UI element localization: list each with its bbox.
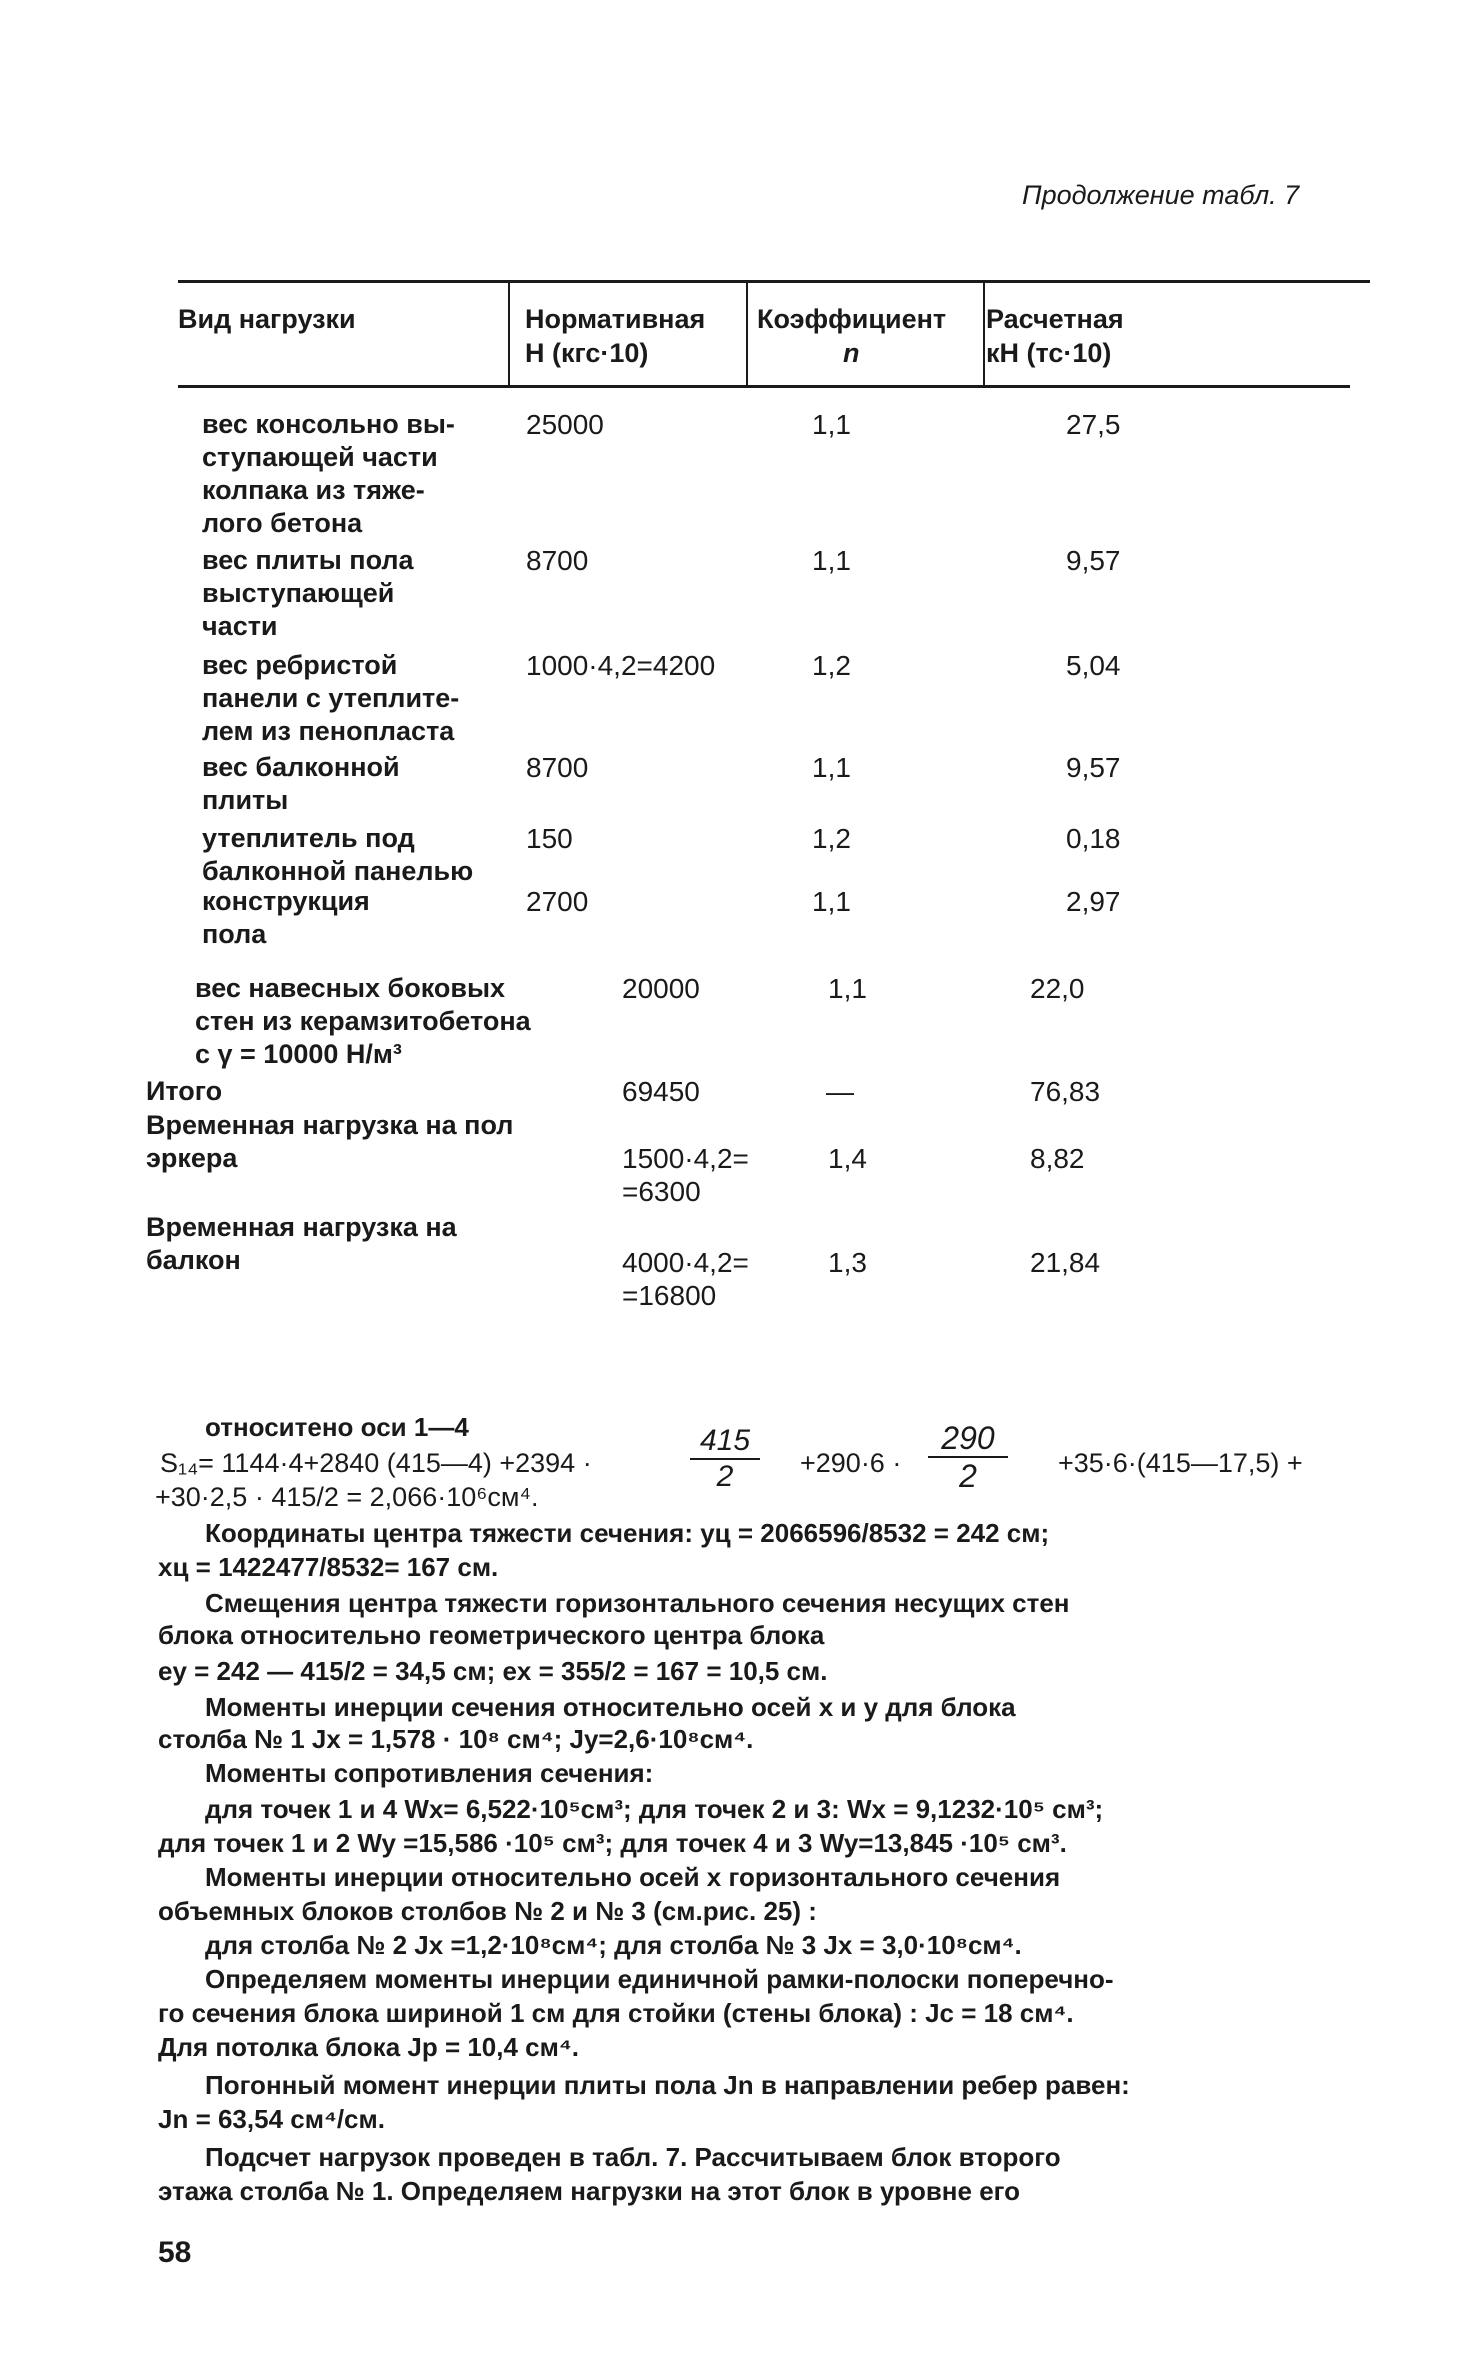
formula-term: +35·6·(415—17,5) + bbox=[1058, 1448, 1303, 1478]
body-line: Подсчет нагрузок проведен в табл. 7. Рассчитываем блок второго bbox=[205, 2142, 1061, 2172]
body-line: столба № 1 Jx = 1,578 · 10⁸ см⁴; Jy=2,6·10⁸см⁴. bbox=[158, 1724, 754, 1754]
body-line: Для потолка блока Jp = 10,4 см⁴. bbox=[158, 2032, 579, 2062]
table-cell-design: 2,97 bbox=[1066, 886, 1121, 917]
table-cell-coefficient: 1,3 bbox=[828, 1247, 867, 1278]
table-row-label: Итого bbox=[146, 1076, 223, 1106]
body-line: для точек 1 и 4 Wx= 6,522·10⁵см³; для точек 2 и 3: Wx = 9,1232·10⁵ см³; bbox=[205, 1794, 1104, 1824]
body-line: го сечения блока шириной 1 см для стойки (стены блока) : Jc = 18 см⁴. bbox=[158, 1998, 1074, 2028]
table-cell-coefficient: 1,2 bbox=[812, 650, 851, 681]
table-row-label: вес балконной плиты bbox=[202, 752, 400, 815]
table-cell-design: 76,83 bbox=[1030, 1076, 1101, 1107]
table-cell-design: 9,57 bbox=[1066, 545, 1121, 576]
body-line: объемных блоков столбов № 2 и № 3 (см.рис. 25) : bbox=[158, 1896, 817, 1926]
table-header-rule bbox=[178, 385, 1350, 388]
header-normative: Нормативная Н (кгс·10) bbox=[525, 304, 706, 368]
table-cell-normative: 8700 bbox=[526, 545, 589, 576]
table-row-label: вес навесных боковых стен из керамзитобетона с γ = 10000 Н/м³ bbox=[195, 973, 531, 1069]
body-line: ey = 242 — 415/2 = 34,5 см; ex = 355/2 = 167 = 10,5 см. bbox=[158, 1656, 828, 1686]
table-cell-normative: 150 bbox=[526, 823, 573, 854]
table-cell-coefficient: 1,1 bbox=[828, 973, 867, 1004]
fraction-290-2: 290 2 bbox=[928, 1420, 1008, 1494]
header-design: Расчетная кН (тс·10) bbox=[986, 304, 1124, 368]
table-cell-coefficient: 1,1 bbox=[812, 752, 851, 783]
table-row-label: утеплитель под балконной панелью bbox=[202, 823, 474, 886]
table-cell-normative: 1500·4,2= =6300 bbox=[622, 1143, 749, 1207]
header-load-type: Вид нагрузки bbox=[178, 304, 356, 334]
table-cell-design: 5,04 bbox=[1066, 650, 1121, 681]
table-cell-design: 22,0 bbox=[1030, 973, 1085, 1004]
body-line: Определяем моменты инерции единичной рамки-полоски поперечно- bbox=[205, 1964, 1114, 1994]
table-cell-coefficient: 1,4 bbox=[828, 1143, 867, 1174]
table-cell-normative: 25000 bbox=[526, 409, 604, 440]
table-cell-design: 27,5 bbox=[1066, 409, 1121, 440]
column-divider-1 bbox=[508, 283, 510, 387]
fraction-415-2: 415 2 bbox=[690, 1424, 760, 1494]
body-line: для точек 1 и 2 Wy =15,586 ·10⁵ см³; для точек 4 и 3 Wy=13,845 ·10⁵ см³. bbox=[158, 1828, 1067, 1858]
table-row-label: вес плиты пола выступающей части bbox=[202, 545, 414, 641]
table-cell-coefficient: 1,1 bbox=[812, 886, 851, 917]
table-cell-coefficient: 1,2 bbox=[812, 823, 851, 854]
table-cell-design: 0,18 bbox=[1066, 823, 1121, 854]
body-line: этажа столба № 1. Определяем нагрузки на этот блок в уровне его bbox=[158, 2176, 1021, 2206]
body-line: Моменты сопротивления сечения: bbox=[205, 1758, 654, 1788]
body-line: Погонный момент инерции плиты пола Jn в направлении ребер равен: bbox=[205, 2070, 1130, 2100]
table-top-rule bbox=[178, 280, 1370, 283]
table-caption: Продолжение табл. 7 bbox=[1022, 180, 1300, 210]
table-cell-design: 9,57 bbox=[1066, 752, 1121, 783]
table-cell-normative: 69450 bbox=[622, 1076, 700, 1107]
table-cell-design: 8,82 bbox=[1030, 1143, 1085, 1174]
header-coefficient: Коэффициент n bbox=[757, 304, 947, 368]
body-line: Координаты центра тяжести сечения: yц = 2066596/8532 = 242 см; bbox=[205, 1518, 1050, 1548]
body-line: Моменты инерции сечения относительно осей x и y для блока bbox=[205, 1692, 1016, 1722]
table-cell-normative: 20000 bbox=[622, 973, 700, 1004]
table-cell-coefficient: — bbox=[826, 1076, 854, 1107]
table-row-label: Временная нагрузка на балкон bbox=[146, 1212, 457, 1275]
table-row-label: конструкция пола bbox=[202, 886, 370, 949]
formula-term: +290·6 · bbox=[800, 1448, 902, 1478]
table-row-label: вес ребристой панели с утеплите- лем из пенопласта bbox=[202, 650, 460, 746]
page-number: 58 bbox=[158, 2236, 192, 2269]
table-cell-design: 21,84 bbox=[1030, 1247, 1101, 1278]
column-divider-2 bbox=[746, 283, 748, 387]
body-line: Jn = 63,54 см⁴/см. bbox=[158, 2104, 385, 2134]
table-cell-normative: 1000·4,2=4200 bbox=[526, 650, 716, 681]
table-row-label: вес консольно вы- ступающей части колпака из тяже- лого бетона bbox=[202, 409, 455, 538]
formula-static-moment: S₁₄= 1144·4+2840 (415—4) +2394 · bbox=[160, 1448, 592, 1478]
body-line: для столба № 2 Jx =1,2·10⁸см⁴; для столба № 3 Jx = 3,0·10⁸см⁴. bbox=[205, 1930, 1022, 1960]
table-cell-normative: 8700 bbox=[526, 752, 589, 783]
body-line: Моменты инерции относительно осей x горизонтального сечения bbox=[205, 1862, 1061, 1892]
body-line: Смещения центра тяжести горизонтального сечения несущих стен bbox=[205, 1588, 1070, 1618]
table-row-label: Временная нагрузка на пол эркера bbox=[146, 1110, 514, 1173]
body-line: xц = 1422477/8532= 167 см. bbox=[158, 1552, 499, 1582]
table-cell-coefficient: 1,1 bbox=[812, 409, 851, 440]
formula-line: +30·2,5 · 415/2 = 2,066·10⁶см⁴. bbox=[155, 1482, 539, 1512]
table-cell-normative: 4000·4,2= =16800 bbox=[622, 1247, 749, 1311]
body-line: блока относительно геометрического центра блока bbox=[158, 1620, 825, 1650]
column-divider-3 bbox=[983, 283, 985, 387]
table-cell-normative: 2700 bbox=[526, 886, 589, 917]
body-line: относитено оси 1—4 bbox=[205, 1412, 469, 1442]
table-cell-coefficient: 1,1 bbox=[812, 545, 851, 576]
